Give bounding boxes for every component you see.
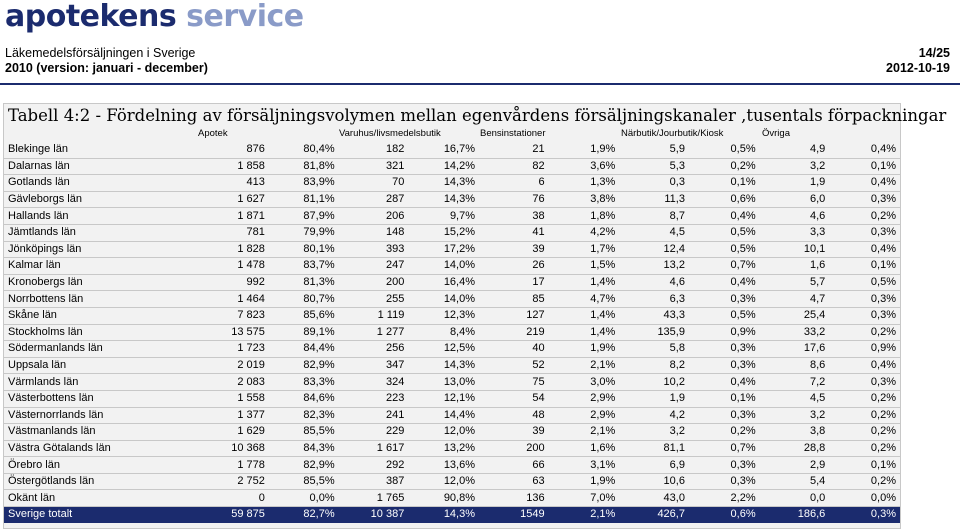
apotek-volume: 1 629 bbox=[237, 425, 265, 438]
narbutik-share: 0,3% bbox=[730, 359, 756, 372]
ovriga-volume: 17,6 bbox=[803, 342, 826, 355]
region-name: Hallands län bbox=[8, 209, 69, 222]
region-name: Östergötlands län bbox=[8, 475, 95, 488]
varuhus-volume: 229 bbox=[385, 425, 405, 438]
ovriga-share: 0,2% bbox=[870, 425, 896, 438]
varuhus-volume: 321 bbox=[385, 159, 405, 172]
bensin-volume: 75 bbox=[532, 375, 545, 388]
apotek-share: 83,3% bbox=[303, 375, 335, 388]
varuhus-share: 14,3% bbox=[443, 176, 476, 189]
report-subtitle: Läkemedelsförsäljningen i Sverige bbox=[5, 46, 196, 60]
narbutik-volume: 4,2 bbox=[669, 408, 685, 421]
varuhus-volume: 148 bbox=[385, 226, 405, 239]
ovriga-volume: 0,0 bbox=[809, 491, 826, 504]
column-header-varuhus: Varuhus/livsmedelsbutik bbox=[339, 128, 441, 139]
table-row bbox=[4, 224, 900, 241]
narbutik-share: 0,4% bbox=[730, 209, 756, 222]
table-row bbox=[4, 258, 900, 275]
table-row bbox=[4, 158, 900, 175]
table-row bbox=[4, 208, 900, 225]
logo-text-secondary: service bbox=[176, 0, 304, 34]
narbutik-volume: 10,2 bbox=[663, 375, 685, 388]
region-name: Dalarnas län bbox=[8, 159, 70, 172]
column-header-bensinstationer: Bensinstationer bbox=[480, 128, 546, 139]
table-row bbox=[4, 424, 900, 441]
bensin-share: 2,9% bbox=[590, 408, 616, 421]
narbutik-share: 0,7% bbox=[730, 441, 756, 454]
ovriga-share: 0,3% bbox=[870, 226, 896, 239]
ovriga-share: 0,1% bbox=[870, 159, 896, 172]
column-header-narbutik: Närbutik/Jourbutik/Kiosk bbox=[621, 128, 724, 139]
narbutik-share: 0,5% bbox=[730, 309, 756, 322]
region-name: Norrbottens län bbox=[8, 292, 84, 305]
table-row bbox=[4, 274, 900, 291]
narbutik-volume: 1,9 bbox=[669, 392, 685, 405]
table-row bbox=[4, 142, 900, 158]
region-name: Kronobergs län bbox=[8, 276, 83, 289]
apotek-volume: 1 464 bbox=[237, 292, 265, 305]
bensin-share: 2,1% bbox=[590, 508, 616, 521]
apotek-volume: 59 875 bbox=[231, 508, 265, 521]
ovriga-volume: 3,2 bbox=[809, 159, 826, 172]
varuhus-share: 12,3% bbox=[443, 309, 476, 322]
table-row bbox=[4, 473, 900, 490]
ovriga-share: 0,3% bbox=[870, 193, 896, 206]
region-name: Västmanlands län bbox=[8, 425, 96, 438]
region-name: Blekinge län bbox=[8, 143, 68, 156]
ovriga-volume: 1,6 bbox=[809, 259, 826, 272]
bensin-volume: 39 bbox=[532, 242, 545, 255]
bensin-volume: 85 bbox=[532, 292, 545, 305]
column-header-apotek: Apotek bbox=[198, 128, 228, 139]
region-name: Västra Götalands län bbox=[8, 441, 111, 454]
bensin-volume: 54 bbox=[532, 392, 545, 405]
apotek-share: 85,5% bbox=[303, 425, 335, 438]
ovriga-share: 0,4% bbox=[870, 359, 896, 372]
bensin-share: 2,1% bbox=[590, 359, 616, 372]
narbutik-volume: 5,3 bbox=[669, 159, 685, 172]
apotek-share: 80,1% bbox=[303, 242, 335, 255]
bensin-volume: 21 bbox=[532, 143, 545, 156]
apotek-share: 84,4% bbox=[303, 342, 335, 355]
ovriga-volume: 6,0 bbox=[809, 193, 826, 206]
bensin-volume: 63 bbox=[532, 475, 545, 488]
narbutik-share: 0,2% bbox=[730, 159, 756, 172]
column-header-ovriga: Övriga bbox=[762, 128, 790, 139]
report-header bbox=[5, 46, 208, 76]
bensin-volume: 76 bbox=[532, 193, 545, 206]
varuhus-share: 16,7% bbox=[443, 143, 476, 156]
apotek-volume: 1 627 bbox=[237, 193, 265, 206]
ovriga-volume: 3,8 bbox=[809, 425, 826, 438]
region-name: Stockholms län bbox=[8, 325, 83, 338]
ovriga-share: 0,3% bbox=[870, 309, 896, 322]
apotek-share: 87,9% bbox=[303, 209, 335, 222]
narbutik-volume: 5,8 bbox=[669, 342, 685, 355]
report-date: 2012-10-19 bbox=[886, 61, 950, 75]
region-name: Uppsala län bbox=[8, 359, 67, 372]
ovriga-share: 0,2% bbox=[870, 408, 896, 421]
bensin-share: 4,2% bbox=[590, 226, 616, 239]
varuhus-volume: 292 bbox=[385, 458, 405, 471]
bensin-volume: 1549 bbox=[520, 508, 545, 521]
varuhus-volume: 1 119 bbox=[377, 309, 405, 322]
varuhus-volume: 241 bbox=[385, 408, 405, 421]
varuhus-volume: 393 bbox=[385, 242, 405, 255]
apotek-share: 82,9% bbox=[303, 458, 335, 471]
narbutik-volume: 135,9 bbox=[657, 325, 685, 338]
narbutik-share: 0,5% bbox=[730, 143, 756, 156]
bensin-volume: 40 bbox=[532, 342, 545, 355]
narbutik-share: 0,7% bbox=[730, 259, 756, 272]
apotek-share: 81,8% bbox=[303, 159, 335, 172]
bensin-share: 7,0% bbox=[590, 491, 616, 504]
table-title: Tabell 4:2 - Fördelning av försäljningsvolymen mellan egenvårdens försäljningskanaler ,tusentals förpackningar bbox=[8, 106, 947, 125]
narbutik-volume: 426,7 bbox=[657, 508, 685, 521]
narbutik-share: 0,3% bbox=[730, 475, 756, 488]
varuhus-share: 16,4% bbox=[443, 276, 476, 289]
ovriga-volume: 4,6 bbox=[809, 209, 826, 222]
ovriga-volume: 5,7 bbox=[809, 276, 826, 289]
narbutik-volume: 13,2 bbox=[663, 259, 685, 272]
ovriga-share: 0,0% bbox=[870, 491, 896, 504]
apotek-volume: 1 377 bbox=[237, 408, 265, 421]
bensin-share: 3,8% bbox=[590, 193, 616, 206]
varuhus-share: 13,0% bbox=[443, 375, 476, 388]
apotek-share: 84,6% bbox=[303, 392, 335, 405]
varuhus-share: 15,2% bbox=[443, 226, 476, 239]
report-meta bbox=[886, 46, 950, 76]
narbutik-share: 0,3% bbox=[730, 408, 756, 421]
bensin-share: 1,9% bbox=[590, 342, 616, 355]
apotek-share: 83,9% bbox=[303, 176, 335, 189]
bensin-volume: 6 bbox=[538, 176, 545, 189]
narbutik-volume: 0,3 bbox=[669, 176, 685, 189]
bensin-volume: 200 bbox=[526, 441, 545, 454]
varuhus-share: 14,0% bbox=[443, 292, 476, 305]
ovriga-share: 0,1% bbox=[870, 458, 896, 471]
apotek-share: 82,3% bbox=[303, 408, 335, 421]
narbutik-volume: 8,2 bbox=[669, 359, 685, 372]
bensin-volume: 39 bbox=[532, 425, 545, 438]
ovriga-share: 0,2% bbox=[870, 392, 896, 405]
varuhus-volume: 1 617 bbox=[376, 441, 405, 454]
narbutik-volume: 6,9 bbox=[669, 458, 685, 471]
bensin-share: 3,1% bbox=[590, 458, 616, 471]
bensin-share: 1,4% bbox=[590, 309, 616, 322]
region-name: Örebro län bbox=[8, 458, 60, 471]
ovriga-share: 0,3% bbox=[870, 375, 896, 388]
varuhus-volume: 200 bbox=[385, 276, 405, 289]
region-name: Sverige totalt bbox=[8, 508, 73, 521]
narbutik-volume: 6,3 bbox=[669, 292, 685, 305]
narbutik-volume: 43,0 bbox=[663, 491, 685, 504]
apotek-volume: 1 478 bbox=[237, 259, 265, 272]
apotek-volume: 1 858 bbox=[237, 159, 265, 172]
varuhus-volume: 347 bbox=[385, 359, 405, 372]
apotek-share: 85,6% bbox=[303, 309, 335, 322]
ovriga-volume: 7,2 bbox=[809, 375, 826, 388]
bensin-share: 3,6% bbox=[590, 159, 616, 172]
table-row bbox=[4, 341, 900, 358]
region-name: Gävleborgs län bbox=[8, 193, 82, 206]
apotek-volume: 781 bbox=[246, 226, 265, 239]
ovriga-volume: 25,4 bbox=[803, 309, 826, 322]
apotek-volume: 2 752 bbox=[237, 475, 265, 488]
narbutik-share: 0,1% bbox=[730, 392, 756, 405]
apotek-share: 82,7% bbox=[303, 508, 335, 521]
narbutik-volume: 10,6 bbox=[663, 475, 685, 488]
bensin-volume: 127 bbox=[526, 309, 545, 322]
ovriga-volume: 2,9 bbox=[809, 458, 826, 471]
varuhus-volume: 1 765 bbox=[376, 491, 405, 504]
table-row bbox=[4, 374, 900, 391]
apotek-share: 84,3% bbox=[303, 441, 335, 454]
ovriga-volume: 186,6 bbox=[797, 508, 826, 521]
varuhus-share: 8,4% bbox=[449, 325, 476, 338]
apotek-share: 79,9% bbox=[303, 226, 335, 239]
apotek-share: 89,1% bbox=[303, 325, 335, 338]
apotek-share: 81,1% bbox=[303, 193, 335, 206]
ovriga-volume: 33,2 bbox=[803, 325, 826, 338]
ovriga-volume: 3,3 bbox=[809, 226, 826, 239]
table-row bbox=[4, 291, 900, 308]
apotek-volume: 1 778 bbox=[237, 458, 265, 471]
narbutik-volume: 43,3 bbox=[663, 309, 685, 322]
apotek-volume: 2 019 bbox=[237, 359, 265, 372]
bensin-share: 2,1% bbox=[590, 425, 616, 438]
narbutik-volume: 11,3 bbox=[664, 193, 685, 206]
bensin-share: 1,9% bbox=[590, 475, 616, 488]
region-name: Västerbottens län bbox=[8, 392, 94, 405]
region-name: Södermanlands län bbox=[8, 342, 103, 355]
ovriga-volume: 10,1 bbox=[803, 242, 826, 255]
ovriga-share: 0,9% bbox=[870, 342, 896, 355]
apotek-share: 83,7% bbox=[303, 259, 335, 272]
ovriga-share: 0,5% bbox=[870, 276, 896, 289]
bensin-volume: 219 bbox=[526, 325, 545, 338]
apotek-volume: 1 723 bbox=[237, 342, 265, 355]
ovriga-volume: 1,9 bbox=[809, 176, 826, 189]
varuhus-volume: 206 bbox=[385, 209, 405, 222]
region-name: Kalmar län bbox=[8, 259, 61, 272]
varuhus-share: 14,2% bbox=[443, 159, 476, 172]
ovriga-share: 0,4% bbox=[870, 143, 896, 156]
apotek-volume: 0 bbox=[258, 491, 265, 504]
header-divider bbox=[0, 83, 960, 85]
ovriga-share: 0,3% bbox=[870, 508, 896, 521]
varuhus-volume: 324 bbox=[385, 375, 405, 388]
narbutik-volume: 81,1 bbox=[663, 441, 685, 454]
varuhus-volume: 182 bbox=[385, 143, 405, 156]
apotek-volume: 1 558 bbox=[237, 392, 265, 405]
table-total-row bbox=[4, 507, 900, 523]
varuhus-volume: 223 bbox=[385, 392, 405, 405]
varuhus-share: 12,0% bbox=[443, 425, 476, 438]
varuhus-volume: 1 277 bbox=[376, 325, 405, 338]
varuhus-share: 17,2% bbox=[443, 242, 476, 255]
region-name: Västernorrlands län bbox=[8, 408, 104, 421]
sales-distribution-table bbox=[4, 142, 900, 523]
varuhus-volume: 387 bbox=[385, 475, 405, 488]
apotek-volume: 13 575 bbox=[231, 325, 265, 338]
ovriga-share: 0,2% bbox=[870, 441, 896, 454]
varuhus-share: 12,5% bbox=[443, 342, 476, 355]
varuhus-share: 14,3% bbox=[443, 359, 476, 372]
ovriga-volume: 5,4 bbox=[809, 475, 826, 488]
ovriga-share: 0,2% bbox=[870, 209, 896, 222]
narbutik-share: 0,3% bbox=[730, 342, 756, 355]
ovriga-volume: 4,9 bbox=[809, 143, 826, 156]
apotek-share: 80,7% bbox=[303, 292, 335, 305]
varuhus-share: 14,3% bbox=[443, 193, 476, 206]
bensin-volume: 66 bbox=[532, 458, 545, 471]
ovriga-share: 0,4% bbox=[870, 176, 896, 189]
narbutik-share: 0,3% bbox=[730, 458, 756, 471]
varuhus-share: 90,8% bbox=[443, 491, 476, 504]
region-name: Jönköpings län bbox=[8, 242, 82, 255]
bensin-volume: 52 bbox=[532, 359, 545, 372]
narbutik-volume: 5,9 bbox=[669, 143, 685, 156]
bensin-volume: 41 bbox=[532, 226, 545, 239]
bensin-share: 1,8% bbox=[590, 209, 616, 222]
apotek-share: 85,5% bbox=[303, 475, 335, 488]
bensin-share: 1,4% bbox=[590, 325, 616, 338]
narbutik-share: 0,4% bbox=[730, 276, 756, 289]
page-number: 14/25 bbox=[918, 46, 950, 60]
bensin-volume: 26 bbox=[532, 259, 545, 272]
varuhus-share: 9,7% bbox=[449, 209, 476, 222]
bensin-share: 2,9% bbox=[590, 392, 616, 405]
bensin-share: 1,9% bbox=[590, 143, 616, 156]
varuhus-share: 12,0% bbox=[443, 475, 476, 488]
table-row bbox=[4, 457, 900, 474]
report-period: 2010 (version: januari - december) bbox=[5, 61, 208, 75]
bensin-share: 1,5% bbox=[590, 259, 616, 272]
apotekens-service-logo bbox=[5, 0, 304, 34]
narbutik-share: 0,2% bbox=[730, 425, 756, 438]
narbutik-share: 0,9% bbox=[730, 325, 756, 338]
varuhus-volume: 256 bbox=[385, 342, 405, 355]
apotek-volume: 1 871 bbox=[237, 209, 265, 222]
narbutik-share: 0,6% bbox=[730, 193, 756, 206]
apotek-volume: 2 083 bbox=[237, 375, 265, 388]
narbutik-share: 0,5% bbox=[730, 226, 756, 239]
table-row bbox=[4, 241, 900, 258]
bensin-volume: 48 bbox=[532, 408, 545, 421]
region-name: Okänt län bbox=[8, 491, 56, 504]
table-row bbox=[4, 175, 900, 192]
narbutik-volume: 4,6 bbox=[669, 276, 685, 289]
varuhus-share: 13,2% bbox=[443, 441, 476, 454]
region-name: Jämtlands län bbox=[8, 226, 76, 239]
ovriga-share: 0,1% bbox=[870, 259, 896, 272]
apotek-share: 81,3% bbox=[303, 276, 335, 289]
table-row bbox=[4, 324, 900, 341]
bensin-share: 1,3% bbox=[590, 176, 616, 189]
narbutik-share: 0,1% bbox=[730, 176, 756, 189]
region-name: Gotlands län bbox=[8, 176, 70, 189]
ovriga-volume: 4,7 bbox=[809, 292, 826, 305]
ovriga-volume: 28,8 bbox=[803, 441, 826, 454]
apotek-share: 82,9% bbox=[303, 359, 335, 372]
ovriga-share: 0,3% bbox=[870, 292, 896, 305]
apotek-volume: 992 bbox=[246, 276, 265, 289]
varuhus-volume: 247 bbox=[385, 259, 405, 272]
varuhus-volume: 287 bbox=[385, 193, 405, 206]
bensin-volume: 17 bbox=[532, 276, 545, 289]
narbutik-share: 0,3% bbox=[730, 292, 756, 305]
table-row bbox=[4, 390, 900, 407]
table-row bbox=[4, 490, 900, 507]
ovriga-volume: 8,6 bbox=[809, 359, 826, 372]
varuhus-share: 14,0% bbox=[443, 259, 476, 272]
apotek-volume: 413 bbox=[246, 176, 265, 189]
varuhus-share: 12,1% bbox=[443, 392, 476, 405]
apotek-share: 80,4% bbox=[303, 143, 335, 156]
ovriga-volume: 3,2 bbox=[809, 408, 826, 421]
bensin-volume: 38 bbox=[532, 209, 545, 222]
bensin-share: 4,7% bbox=[590, 292, 616, 305]
bensin-volume: 136 bbox=[526, 491, 545, 504]
ovriga-share: 0,4% bbox=[870, 242, 896, 255]
bensin-share: 1,6% bbox=[590, 441, 616, 454]
apotek-volume: 1 828 bbox=[237, 242, 265, 255]
narbutik-share: 0,4% bbox=[730, 375, 756, 388]
narbutik-share: 0,5% bbox=[730, 242, 756, 255]
logo-text-primary: apotekens bbox=[5, 0, 177, 34]
apotek-volume: 7 823 bbox=[237, 309, 265, 322]
narbutik-share: 2,2% bbox=[730, 491, 756, 504]
varuhus-share: 13,6% bbox=[443, 458, 476, 471]
table-row bbox=[4, 440, 900, 457]
ovriga-volume: 4,5 bbox=[809, 392, 826, 405]
narbutik-share: 0,6% bbox=[730, 508, 756, 521]
apotek-share: 0,0% bbox=[309, 491, 335, 504]
bensin-share: 3,0% bbox=[590, 375, 616, 388]
narbutik-volume: 3,2 bbox=[669, 425, 685, 438]
bensin-share: 1,4% bbox=[590, 276, 616, 289]
region-name: Värmlands län bbox=[8, 375, 79, 388]
varuhus-volume: 10 387 bbox=[370, 508, 405, 521]
table-row bbox=[4, 307, 900, 324]
apotek-volume: 876 bbox=[246, 143, 265, 156]
table-row bbox=[4, 407, 900, 424]
bensin-share: 1,7% bbox=[590, 242, 616, 255]
narbutik-volume: 12,4 bbox=[663, 242, 685, 255]
varuhus-volume: 70 bbox=[392, 176, 405, 189]
narbutik-volume: 8,7 bbox=[669, 209, 685, 222]
ovriga-share: 0,2% bbox=[870, 475, 896, 488]
bensin-volume: 82 bbox=[532, 159, 545, 172]
region-name: Skåne län bbox=[8, 309, 57, 322]
table-row bbox=[4, 357, 900, 374]
table-row bbox=[4, 191, 900, 208]
varuhus-share: 14,3% bbox=[443, 508, 476, 521]
narbutik-volume: 4,5 bbox=[669, 226, 685, 239]
apotek-volume: 10 368 bbox=[231, 441, 265, 454]
varuhus-volume: 255 bbox=[385, 292, 405, 305]
ovriga-share: 0,2% bbox=[870, 325, 896, 338]
varuhus-share: 14,4% bbox=[443, 408, 476, 421]
